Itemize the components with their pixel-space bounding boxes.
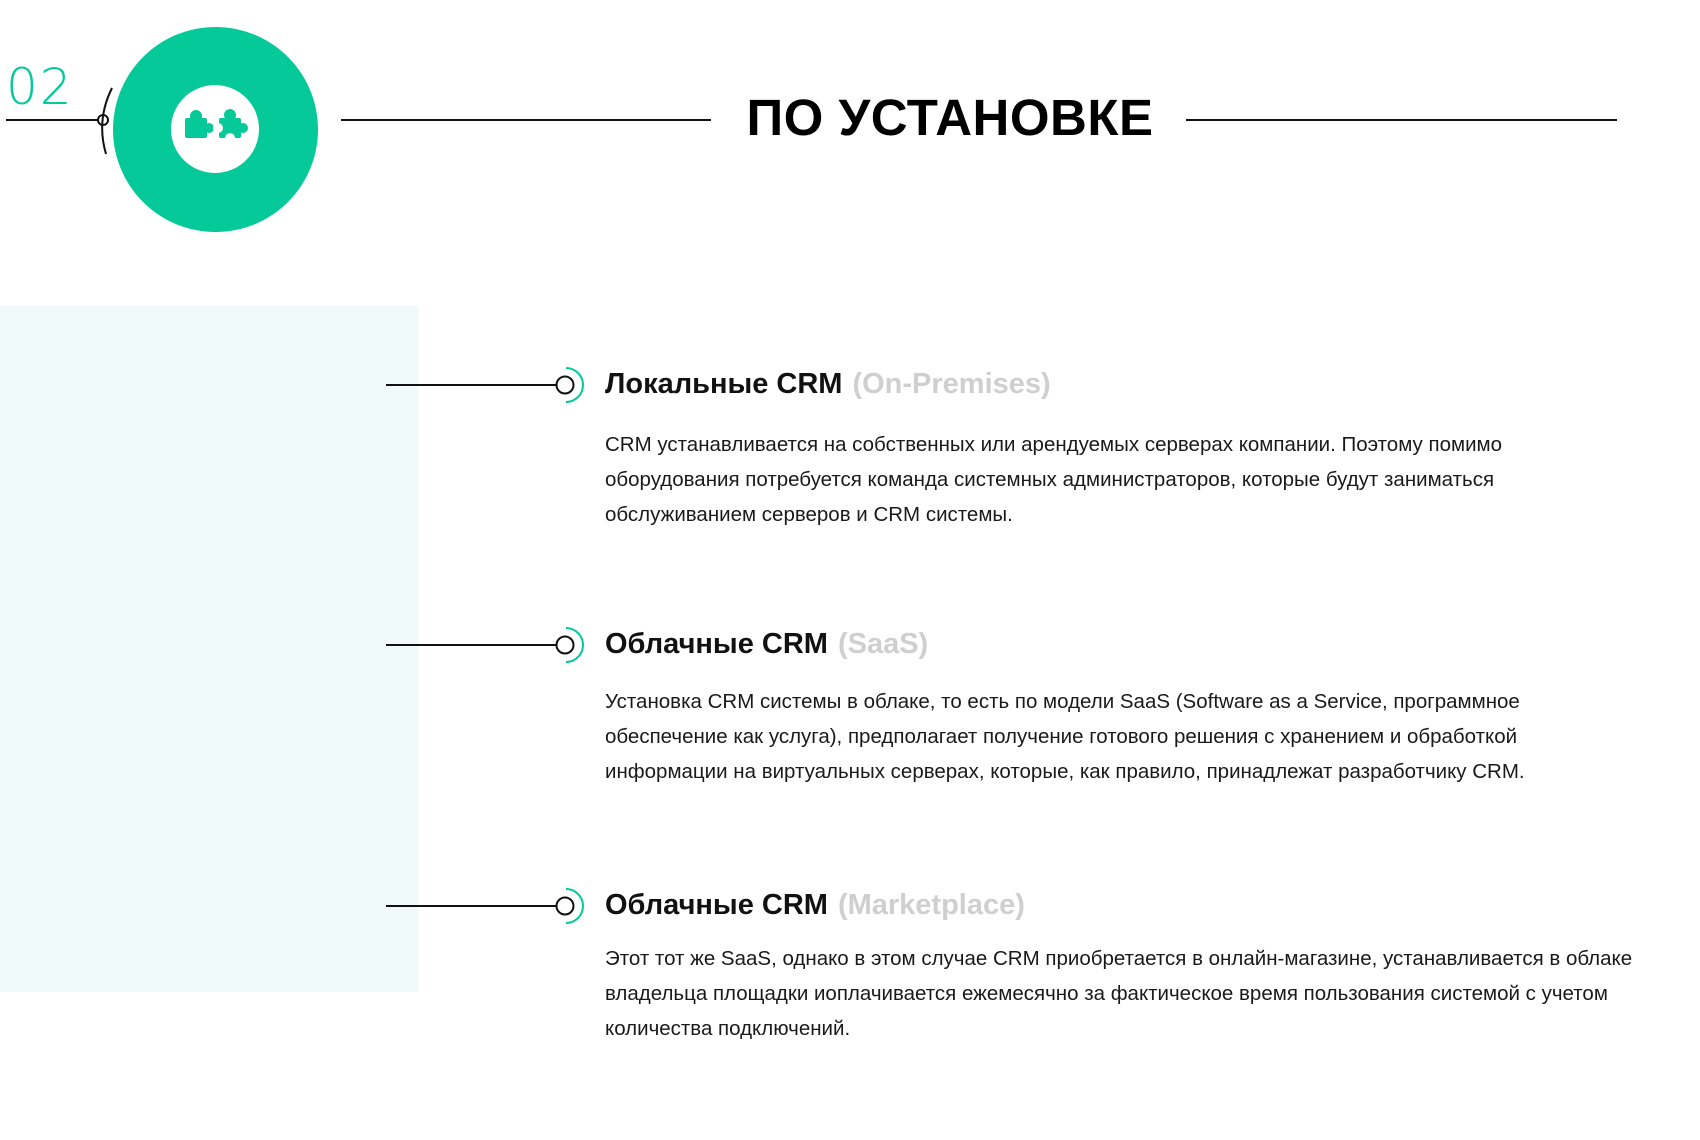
title-rule-right [1186, 119, 1617, 121]
item-title-text: Локальные CRM [605, 368, 843, 400]
item-tag: (On-Premises) [852, 368, 1051, 400]
item-marker-icon [547, 365, 587, 405]
item-title [605, 887, 1025, 923]
item-connector-line [386, 384, 556, 386]
item-title-text: Облачные CRM [605, 628, 828, 660]
item-marker-icon [547, 625, 587, 665]
title-rule-left [341, 119, 711, 121]
item-title-text: Облачные CRM [605, 889, 828, 921]
item-title [605, 366, 1051, 402]
badge-inner-circle [171, 85, 259, 173]
puzzle-icon [181, 107, 249, 151]
item-tag: (Marketplace) [837, 889, 1025, 921]
item-description: CRM устанавливается на собственных или арендуемых серверах компании. Поэтому помимо оборудования потребуется команда системных администраторов, которые будут заниматься обслуживанием серверов и CRM системы. [605, 433, 1503, 526]
item-connector-line [386, 644, 556, 646]
item-marker-icon [547, 886, 587, 926]
item-connector-line [386, 905, 556, 907]
item-description: Установка CRM системы в облаке, то есть по модели SaaS (Software as a Service, программное обеспечение как услуга), предполагает получение готового решения с хранением и обработкой информации на виртуальных серверах, которые, как правило, принадлежат разработчику CRM. [605, 690, 1525, 783]
page-title: ПО УСТАНОВКЕ [746, 89, 1154, 146]
section-number: 02 [6, 58, 74, 116]
item-title [605, 626, 928, 662]
side-panel [0, 306, 418, 992]
item-description: Этот тот же SaaS, однако в этом случае CRM приобретается в онлайн-магазине, устанавливается в облаке владельца площадки иоплачивается ежемесячно за фактическое время пользования системой с учетом количества подключений. [605, 947, 1633, 1040]
section-badge [113, 27, 318, 232]
item-tag: (SaaS) [837, 628, 929, 660]
connector-line [0, 70, 120, 160]
